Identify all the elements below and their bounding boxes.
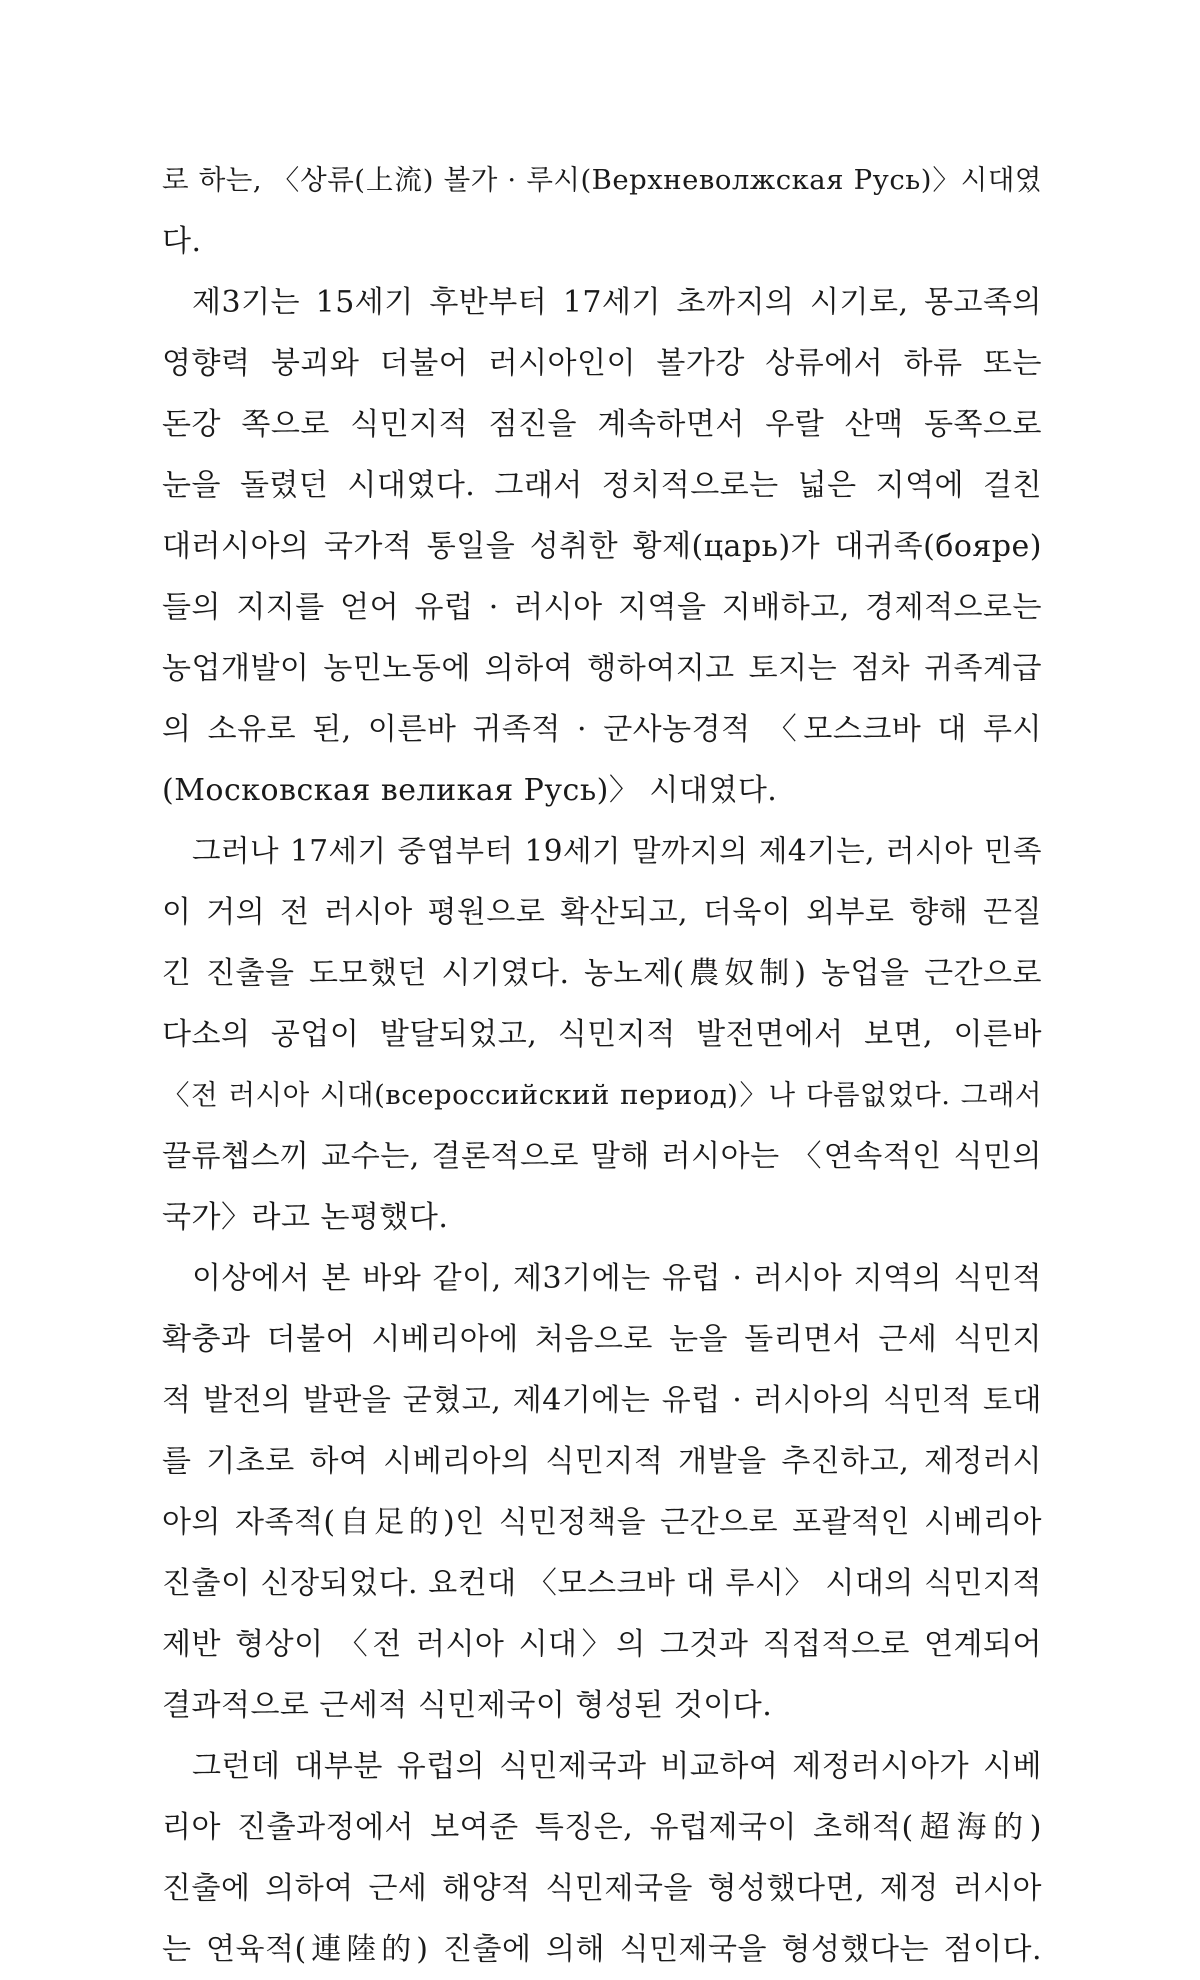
text-line: 는 연육적(連陸的) 진출에 의해 식민제국을 형성했다는 점이다.	[162, 1932, 1042, 1967]
text-line: 이상에서 본 바와 같이, 제3기에는 유럽 · 러시아 지역의 식민적	[192, 1261, 1042, 1296]
text-line: 돈강 쪽으로 식민지적 점진을 계속하면서 우랄 산맥 동쪽으로	[162, 407, 1042, 442]
text-line: 영향력 붕괴와 더불어 러시아인이 볼가강 상류에서 하류 또는	[162, 346, 1042, 381]
text-line: 진출이 신장되었다. 요컨대 〈모스크바 대 루시〉 시대의 식민지적	[162, 1566, 1042, 1601]
text-line: 를 기초로 하여 시베리아의 식민지적 개발을 추진하고, 제정러시	[162, 1444, 1042, 1479]
text-line: 제반 형상이 〈전 러시아 시대〉의 그것과 직접적으로 연계되어	[162, 1627, 1042, 1662]
text-line: 적 발전의 발판을 굳혔고, 제4기에는 유럽 · 러시아의 식민적 토대	[162, 1383, 1042, 1418]
text-line: 농업개발이 농민노동에 의하여 행하여지고 토지는 점차 귀족계급	[162, 651, 1042, 686]
text-line: 제3기는 15세기 후반부터 17세기 초까지의 시기로, 몽고족의	[192, 285, 1042, 320]
text-line: 눈을 돌렸던 시대였다. 그래서 정치적으로는 넓은 지역에 걸친	[162, 468, 1042, 503]
text-line: 긴 진출을 도모했던 시기였다. 농노제(農奴制) 농업을 근간으로	[162, 956, 1042, 991]
text-line: (Московская великая Русь)〉 시대였다.	[162, 773, 778, 808]
text-line: 대러시아의 국가적 통일을 성취한 황제(царь)가 대귀족(бояре)	[162, 529, 1042, 564]
text-line: 이 거의 전 러시아 평원으로 확산되고, 더욱이 외부로 향해 끈질	[162, 895, 1042, 930]
text-line: 다.	[162, 224, 202, 259]
text-line: 〈전 러시아 시대(всероссийский период)〉나 다름없었다. 그래서	[162, 1079, 1042, 1111]
text-line: 들의 지지를 얻어 유럽 · 러시아 지역을 지배하고, 경제적으로는	[162, 590, 1042, 625]
text-line: 그러나 17세기 중엽부터 19세기 말까지의 제4기는, 러시아 민족	[192, 834, 1042, 868]
text-line: 로 하는, 〈상류(上流) 볼가 · 루시(Верхневолжская Русь)〉시대였	[162, 164, 1042, 196]
text-line: 리아 진출과정에서 보여준 특징은, 유럽제국이 초해적(超海的)	[162, 1810, 1042, 1845]
body-text	[162, 150, 1042, 1980]
text-line: 의 소유로 된, 이른바 귀족적 · 군사농경적 〈모스크바 대 루시	[162, 712, 1042, 747]
text-line: 다소의 공업이 발달되었고, 식민지적 발전면에서 보면, 이른바	[162, 1017, 1042, 1052]
text-line: 아의 자족적(自足的)인 식민정책을 근간으로 포괄적인 시베리아	[162, 1505, 1042, 1540]
text-line: 확충과 더불어 시베리아에 처음으로 눈을 돌리면서 근세 식민지	[162, 1322, 1042, 1357]
text-line: 그런데 대부분 유럽의 식민제국과 비교하여 제정러시아가 시베	[192, 1749, 1042, 1784]
text-line: 결과적으로 근세적 식민제국이 형성된 것이다.	[162, 1688, 773, 1723]
text-line: 국가〉라고 논평했다.	[162, 1200, 449, 1235]
text-line: 진출에 의하여 근세 해양적 식민제국을 형성했다면, 제정 러시아	[162, 1871, 1042, 1906]
text-line: 끌류쳅스끼 교수는, 결론적으로 말해 러시아는 〈연속적인 식민의	[162, 1139, 1042, 1174]
